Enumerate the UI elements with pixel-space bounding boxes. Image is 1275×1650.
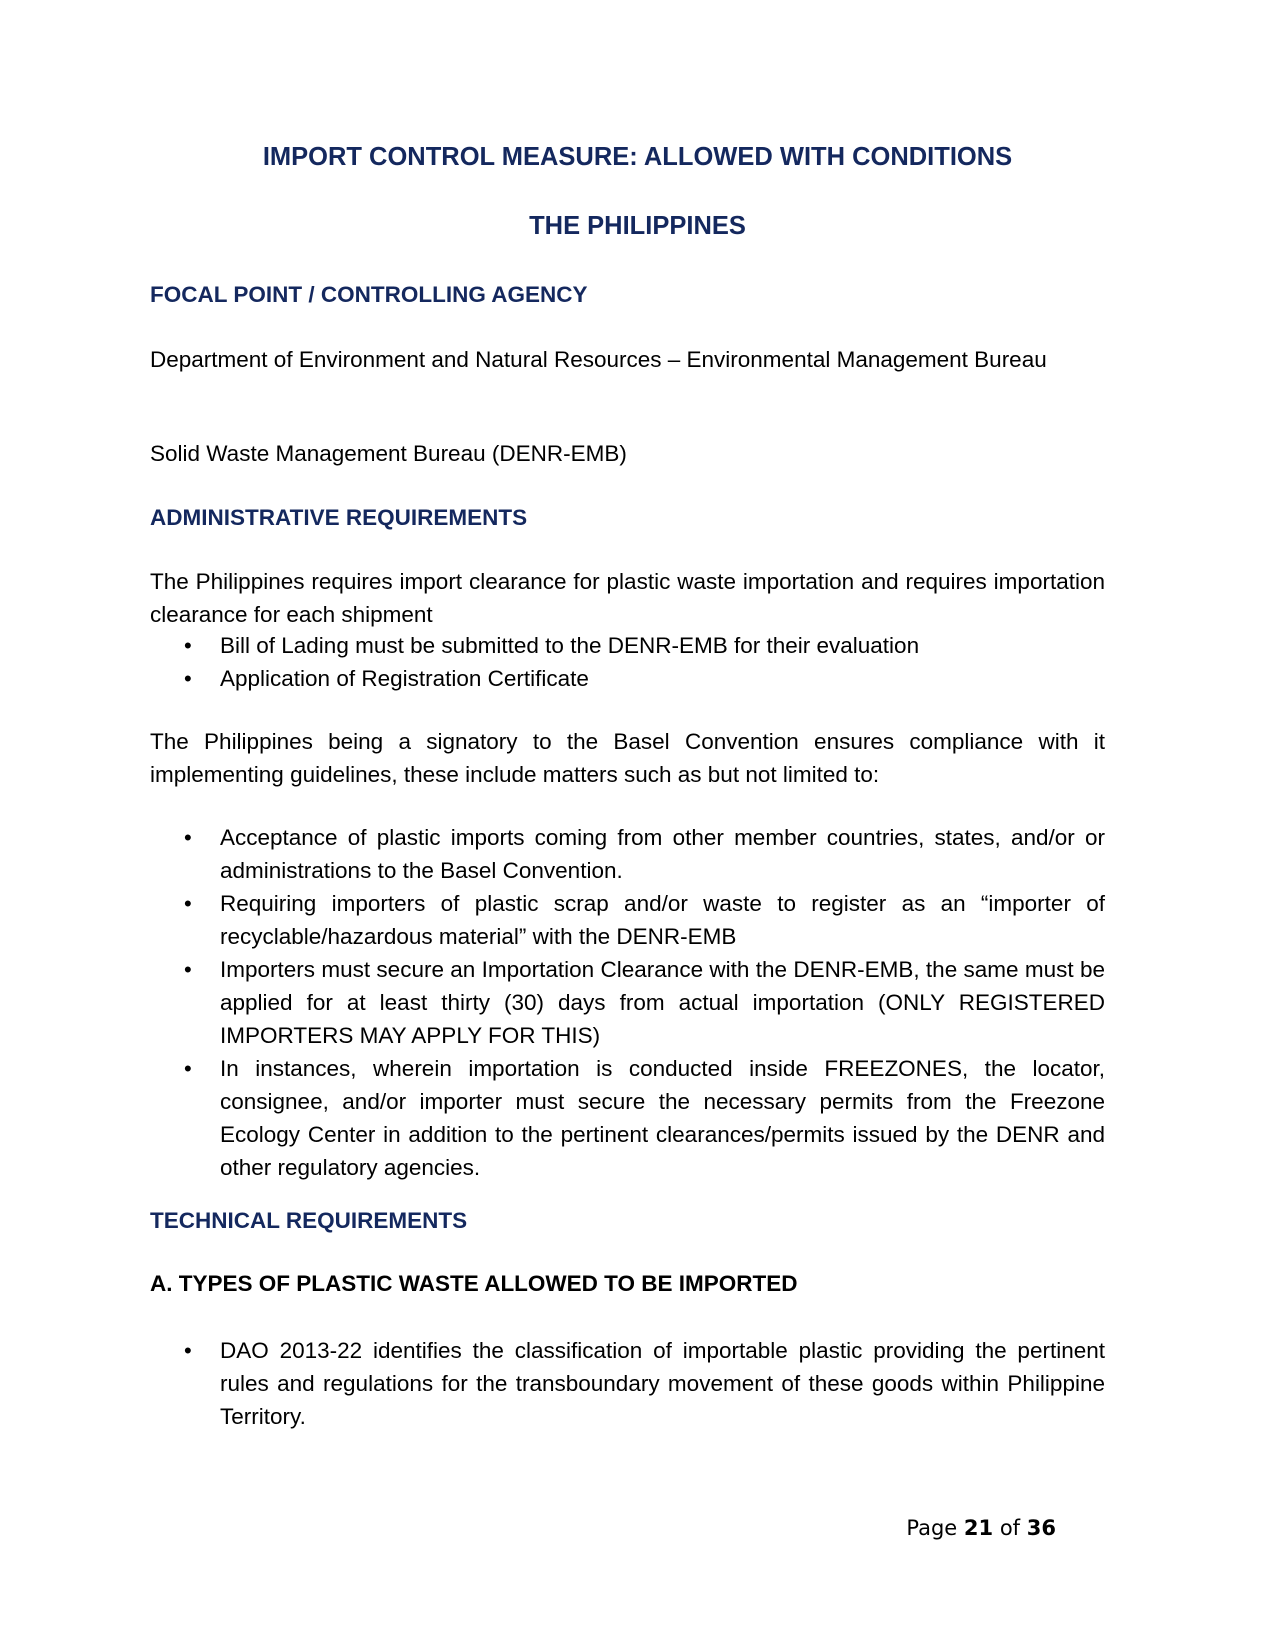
page-footer — [906, 1516, 1056, 1540]
types-list — [150, 1334, 1105, 1433]
bullet-icon: • — [184, 1056, 192, 1081]
bullet-icon: • — [184, 633, 192, 658]
bullet-icon: • — [184, 666, 192, 691]
bullet-icon: • — [184, 957, 192, 982]
page-word: Page — [906, 1516, 958, 1540]
list-item: • Application of Registration Certificate — [150, 662, 1105, 695]
list-item: • Acceptance of plastic imports coming from other member countries, states, and/or or administrations to the Basel Convention. — [150, 821, 1105, 887]
administrative-list-1 — [150, 629, 1105, 695]
administrative-list-2 — [150, 821, 1105, 1184]
list-item: • Requiring importers of plastic scrap and/or waste to register as an “importer of recyclable/hazardous material” with the DENR-EMB — [150, 887, 1105, 953]
focal-point-heading: FOCAL POINT / CONTROLLING AGENCY — [150, 282, 588, 307]
technical-heading: TECHNICAL REQUIREMENTS — [150, 1208, 468, 1233]
focal-point-bureau: Solid Waste Management Bureau (DENR-EMB) — [150, 441, 627, 466]
basel-paragraph: The Philippines being a signatory to the Basel Convention ensures compliance with it implementing guidelines, these include matters such as but not limited to: — [150, 729, 1105, 787]
focal-point-agency: Department of Environment and Natural Resources – Environmental Management Bureau — [150, 347, 1047, 372]
document-title: IMPORT CONTROL MEASURE: ALLOWED WITH CONDITIONS — [262, 143, 1013, 171]
list-item: • In instances, wherein importation is conducted inside FREEZONES, the locator, consignee, and/or importer must secure the necessary permits from the Freezone Ecology Center in addition to the pertinent clearances/permits issued by the DENR and other regulatory agencies. — [150, 1052, 1105, 1184]
list-item: • DAO 2013-22 identifies the classification of importable plastic providing the pertinent rules and regulations for the transboundary movement of these goods within Philippine Territory. — [150, 1334, 1105, 1433]
list-item: • Importers must secure an Importation Clearance with the DENR-EMB, the same must be applied for at least thirty (30) days from actual importation (ONLY REGISTERED IMPORTERS MAY APPLY FOR THIS) — [150, 953, 1105, 1052]
administrative-heading: ADMINISTRATIVE REQUIREMENTS — [150, 505, 528, 530]
list-item: • Bill of Lading must be submitted to the DENR-EMB for their evaluation — [150, 629, 1105, 662]
country-title: THE PHILIPPINES — [529, 212, 746, 240]
bullet-icon: • — [184, 1338, 192, 1363]
page-total: 36 — [1026, 1516, 1056, 1540]
administrative-intro: The Philippines requires import clearance for plastic waste importation and requires importation clearance for each shipment — [150, 569, 1105, 627]
bullet-icon: • — [184, 891, 192, 916]
of-word: of — [999, 1516, 1021, 1540]
page-number: 21 — [963, 1516, 994, 1540]
bullet-icon: • — [184, 825, 192, 850]
types-heading: A. TYPES OF PLASTIC WASTE ALLOWED TO BE IMPORTED — [150, 1271, 798, 1296]
